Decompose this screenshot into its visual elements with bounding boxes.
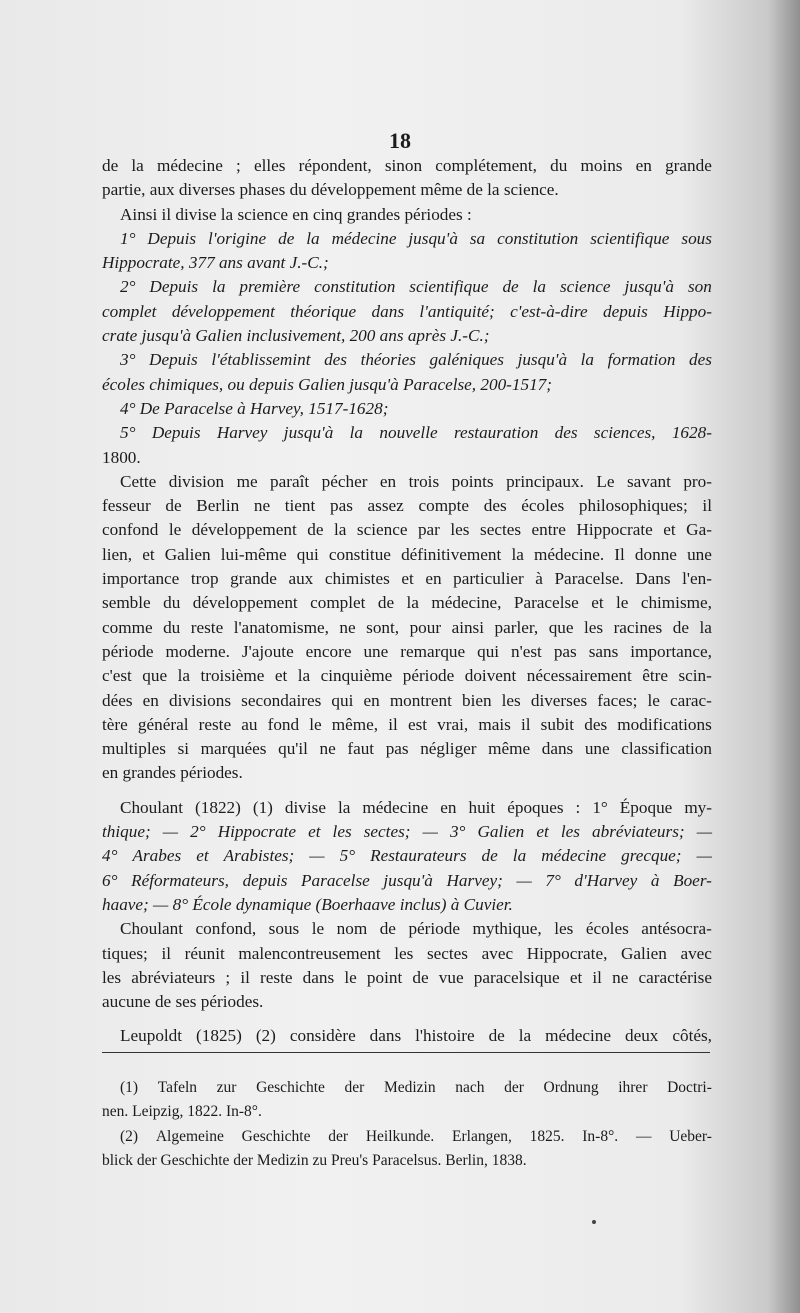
text-line: crate jusqu'à Galien inclusivement, 200 ans après J.-C.; [102, 326, 490, 346]
footnotes [102, 1074, 712, 1171]
text-line: Ainsi il divise la science en cinq grandes périodes : [120, 204, 472, 224]
text-line: tiques; il réunit malencontreusement les sectes avec Hippocrate, Galien avec [102, 943, 712, 963]
text-line: Leupoldt (1825) (2) considère dans l'histoire de la médecine deux côtés, [120, 1026, 712, 1046]
text-line: aucune de ses périodes. [102, 992, 264, 1012]
ink-speck [592, 1220, 596, 1224]
footnote-divider [102, 1052, 710, 1053]
text-line: complet développement théorique dans l'antiquité; c'est-à-dire depuis Hippo- [102, 301, 712, 321]
text-line: c'est que la troisième et la cinquième période doivent nécessairement être scin- [102, 666, 712, 686]
text-line: Choulant confond, sous le nom de période mythique, les écoles antésocra- [120, 919, 712, 939]
text-line: lien, et Galien lui-même qui constitue définitivement la médecine. Il donne une [102, 544, 712, 564]
text-line: confond le développement de la science par les sectes entre Hippocrate et Ga- [102, 520, 712, 540]
text-line: 1° Depuis l'origine de la médecine jusqu'à sa constitution scientifique sous [120, 228, 712, 248]
text-line: Hippocrate, 377 ans avant J.-C.; [102, 253, 329, 273]
text-line: 6° Réformateurs, depuis Paracelse jusqu'à Harvey; — 7° d'Harvey à Boer- [102, 870, 712, 890]
text-line: 4° De Paracelse à Harvey, 1517-1628; [120, 398, 389, 418]
text-line: Choulant (1822) (1) divise la médecine en huit époques : 1° Époque my- [120, 797, 712, 817]
text-line: dées en divisions secondaires qui en montrent bien les diverses faces; le carac- [102, 690, 712, 710]
footnote-line: (1) Tafeln zur Geschichte der Medizin nach der Ordnung ihrer Doctri- [120, 1079, 712, 1096]
footnote-line: nen. Leipzig, 1822. In-8°. [102, 1103, 262, 1121]
text-line: 4° Arabes et Arabistes; — 5° Restaurateurs de la médecine grecque; — [102, 846, 712, 866]
text-line: 5° Depuis Harvey jusqu'à la nouvelle restauration des sciences, 1628- [120, 423, 712, 443]
text-line: période moderne. J'ajoute encore une remarque qui n'est pas sans importance, [102, 641, 712, 661]
text-line: tère général reste au fond le même, il est vrai, mais il subit des modifications [102, 714, 712, 734]
text-line: de la médecine ; elles répondent, sinon complétement, du moins en grande [102, 156, 712, 175]
text-line: partie, aux diverses phases du développement même de la science. [102, 180, 559, 200]
text-line: Cette division me paraît pécher en trois points principaux. Le savant pro- [120, 471, 712, 491]
text-line: les abréviateurs ; il reste dans le point de vue paracelsique et il ne caractérise [102, 967, 712, 987]
text-line: en grandes périodes. [102, 763, 243, 783]
page-number: 18 [389, 128, 411, 153]
footnote-line: (2) Algemeine Geschichte der Heilkunde. Erlangen, 1825. In-8°. — Ueber- [120, 1127, 712, 1145]
text-line: thique; — 2° Hippocrate et les sectes; — 3° Galien et les abréviateurs; — [102, 822, 712, 842]
text-line: comme du reste l'anatomisme, ne sont, pour ainsi parler, que les racines de la [102, 617, 712, 637]
text-line: importance trop grande aux chimistes et en particulier à Paracelse. Dans l'en- [102, 569, 712, 589]
text-line: 2° Depuis la première constitution scientifique de la science jusqu'à son [120, 277, 712, 297]
text-line: haave; — 8° École dynamique (Boerhaave inclus) à Cuvier. [102, 894, 513, 914]
text-line: fesseur de Berlin ne tient pas assez compte des écoles philosophiques; il [102, 496, 712, 516]
text-line: semble du développement complet de la médecine, Paracelse et le chimisme, [102, 593, 712, 613]
text-line: 1800. [102, 447, 141, 467]
body-text [102, 154, 712, 1049]
text-line: 3° Depuis l'établissemint des théories galéniques jusqu'à la formation des [120, 350, 712, 370]
text-line: écoles chimiques, ou depuis Galien jusqu'à Paracelse, 200-1517; [102, 374, 552, 394]
text-line: multiples si marquées qu'il ne faut pas négliger même dans une classification [102, 739, 712, 759]
footnote-line: blick der Geschichte der Medizin zu Preu's Paracelsus. Berlin, 1838. [102, 1151, 527, 1169]
